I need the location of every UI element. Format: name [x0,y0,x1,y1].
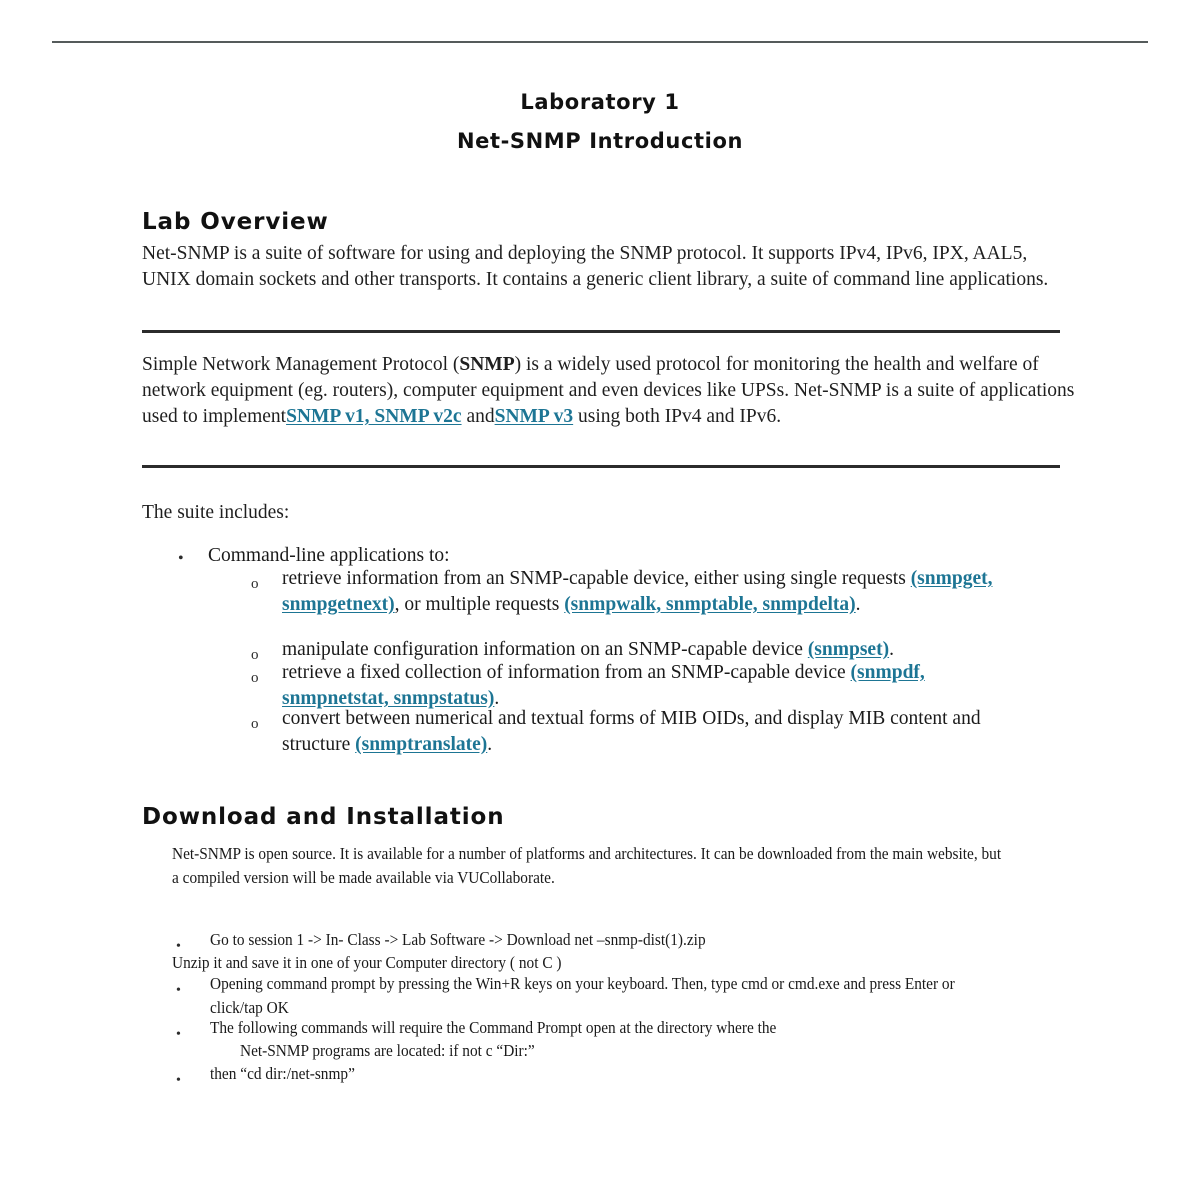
link-snmp-v1-v2c[interactable]: SNMP v1, SNMP v2c [286,406,462,427]
list-item-command-line-apps: Command-line applications to: [208,545,450,566]
link-snmpget-snmpgetnext[interactable]: (snmpget, snmpgetnext) [282,568,993,615]
sub2-text-before: manipulate configuration information on an SNMP-capable device [282,639,808,660]
document-title-line2: Net-SNMP Introduction [456,129,744,153]
paragraph-download-opening: Net-SNMP is open source. It is available for a number of platforms and architectures. It can be downloaded from the main website, but a compiled version will be made available via VUCollaborate. [172,844,1002,887]
download-step-2: Opening command prompt by pressing the Win+R keys on your keyboard. Then, type cmd or cmd.exe and press Enter or click/tap OK [210,974,955,1017]
sub1-text-middle: , or multiple requests [394,594,565,615]
download-step-4: then “cd dir:/net-snmp” [210,1064,355,1083]
sub4-text-after: . [487,734,493,755]
sub-list-item-convert-mib [282,706,1012,758]
sub-list-item-retrieve-info [282,566,1042,618]
download-bullet-marker: • [176,1027,181,1042]
download-bullet-marker: • [176,1073,181,1088]
sub1-text-before: retrieve information from an SNMP-capable device, either using single requests [282,568,911,589]
paragraph-intro: Net-SNMP is a suite of software for using and deploying the SNMP protocol. It supports IPv4, IPv6, IPX, AAL5, UNIX domain sockets and other transports. It contains a generic client library, a suite of command line applications. [142,243,1049,290]
download-step-unzip: Unzip it and save it in one of your Computer directory ( not C ) [172,953,562,972]
sub-list-item-fixed-collection [282,660,982,712]
download-bullet-marker: • [176,983,181,998]
sub1-text-after: . [855,594,861,615]
heading-download-installation: Download and Installation [142,804,505,830]
sub4-text-before: convert between numerical and textual forms of MIB OIDs, and display MIB content and structure [282,708,981,755]
sub3-text-after: . [494,688,500,709]
section-divider-2 [142,465,1060,468]
sub3-text-before: retrieve a fixed collection of information from an SNMP-capable device [282,662,851,683]
snmp-conjunction: and [466,406,495,427]
download-step-1: Go to session 1 -> In- Class -> Lab Software -> Download net –snmp-dist(1).zip [210,930,706,949]
snmp-part3: using both IPv4 and IPv6. [578,406,782,427]
document-title-line1: Laboratory 1 [520,90,680,114]
download-step-3: The following commands will require the Command Prompt open at the directory where the [210,1018,777,1037]
sub2-text-after: . [889,639,894,660]
sub-bullet-marker: o [251,670,259,686]
link-snmptranslate[interactable]: (snmptranslate) [355,734,488,755]
paragraph-snmp [142,352,1077,430]
heading-lab-overview: Lab Overview [142,209,329,235]
sub-bullet-marker: o [251,647,259,663]
section-divider-1 [142,330,1060,333]
sub-bullet-marker: o [251,716,259,732]
snmp-part1: Simple Network Management Protocol ( [142,354,460,375]
sub-bullet-marker: o [251,576,259,592]
bullet-marker: • [178,550,184,567]
header-rule [52,41,1148,43]
link-snmp-v3[interactable]: SNMP v3 [494,406,574,427]
link-snmpwalk-snmptable-snmpdelta[interactable]: (snmpwalk, snmptable, snmpdelta) [564,594,856,615]
link-snmpdf-snmpnetstat-snmpstatus[interactable]: (snmpdf, snmpnetstat, snmpstatus) [282,662,925,709]
download-bullet-marker: • [176,939,181,954]
snmp-bold-acronym: SNMP [459,354,515,375]
download-step-3-continued: Net-SNMP programs are located: if not c “Dir:” [240,1041,535,1060]
paragraph-suite-intro: The suite includes: [142,502,290,523]
link-snmpset[interactable]: (snmpset) [807,639,890,660]
snmp-part2: ) is a widely used protocol for monitoring the health and welfare of network equipment (eg. routers), computer equipment and even devices like UPSs. Net-SNMP is a suite of applications used to implement [142,354,1075,427]
